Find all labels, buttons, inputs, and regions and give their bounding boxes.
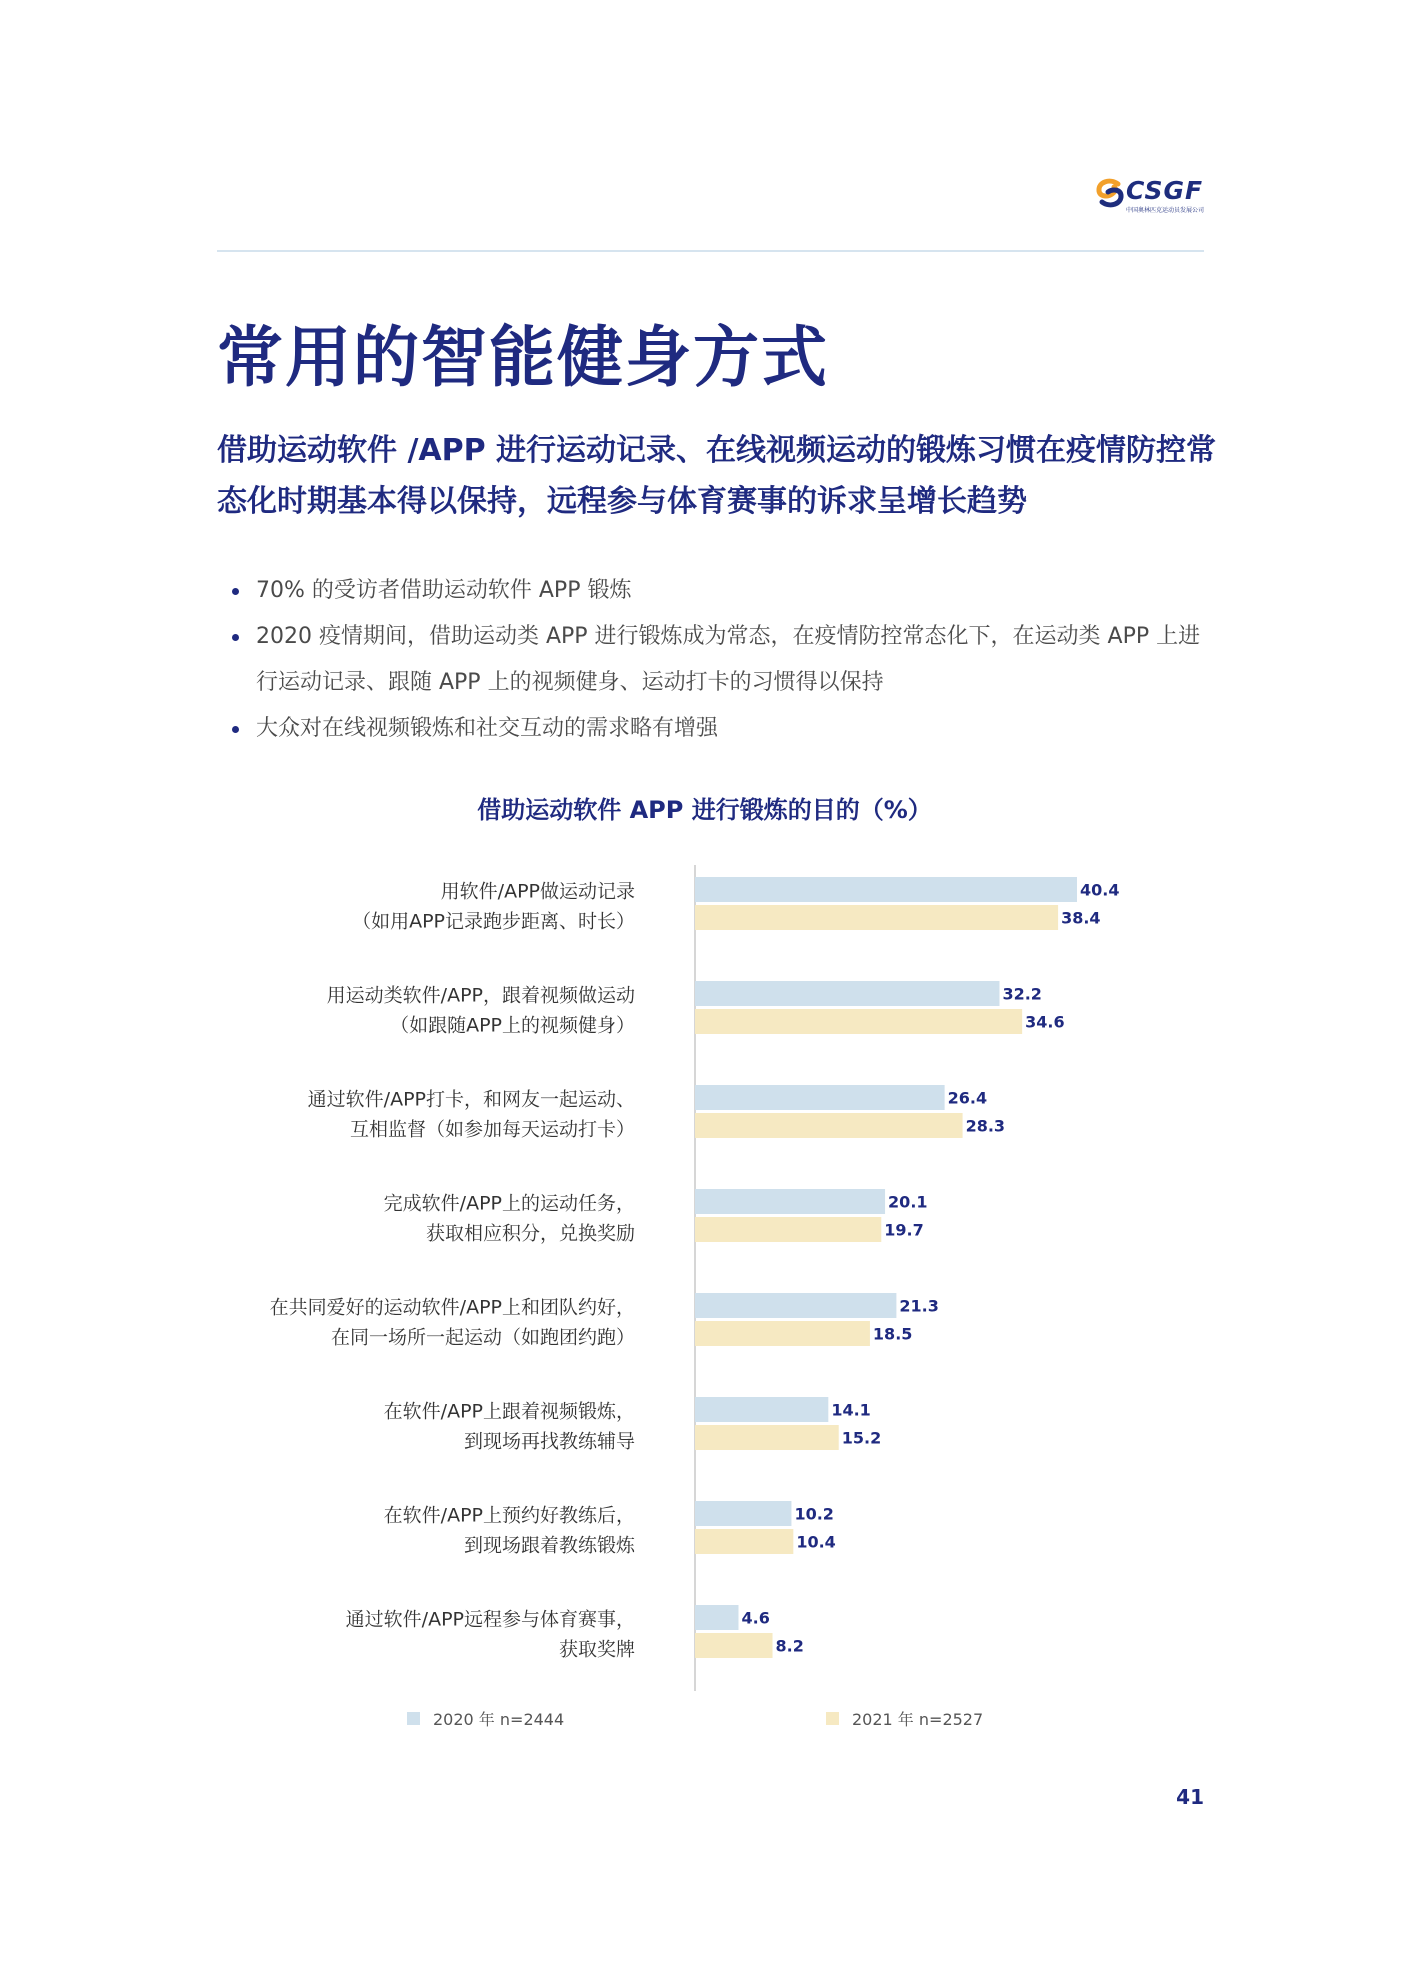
bar-2021	[695, 1009, 1022, 1034]
bar-value-label: 21.3	[899, 1296, 939, 1316]
bar-value-label: 26.4	[947, 1088, 988, 1108]
category-label: 完成软件/APP上的运动任务，	[383, 1192, 635, 1215]
logo-text: CSGF	[1126, 176, 1204, 205]
page-subtitle: 借助运动软件 /APP 进行运动记录、在线视频运动的锻炼习惯在疫情防控常态化时期基本得以保持，远程参与体育赛事的诉求呈增长趋势	[217, 433, 1217, 519]
bar-value-label: 38.4	[1061, 908, 1101, 928]
bar-2021	[695, 1529, 793, 1554]
bullet-item	[232, 614, 1222, 706]
bullet-item	[232, 568, 1222, 614]
bar-value-label: 32.2	[1002, 984, 1042, 1004]
csgf-logo	[1096, 176, 1205, 216]
bar-value-label: 10.2	[794, 1504, 834, 1524]
bar-2021	[695, 1633, 773, 1658]
bullet-dot-icon	[232, 726, 239, 733]
page-number: 41	[1176, 1785, 1204, 1809]
category-label: 互相监督（如参加每天运动打卡）	[349, 1118, 635, 1141]
bar-2020	[695, 1605, 738, 1630]
bar-2020	[695, 1189, 885, 1214]
category-label: 到现场跟着教练锻炼	[463, 1534, 635, 1557]
bar-value-label: 19.7	[884, 1220, 924, 1240]
bar-2021	[695, 905, 1058, 930]
header-divider	[217, 250, 1204, 252]
bar-2020	[695, 877, 1077, 902]
bullet-dot-icon	[232, 634, 239, 641]
bar-2020	[695, 1293, 896, 1318]
bar-2020	[695, 1501, 791, 1526]
category-label: （如用APP记录跑步距离、时长）	[352, 910, 635, 933]
bar-2021	[695, 1217, 881, 1242]
legend-label: 2021 年 n=2527	[852, 1710, 984, 1729]
legend-label: 2020 年 n=2444	[433, 1710, 565, 1729]
bar-2020	[695, 981, 999, 1006]
bar-value-label: 34.6	[1025, 1012, 1065, 1032]
bar-value-label: 15.2	[841, 1428, 882, 1448]
bar-2021	[695, 1113, 963, 1138]
category-label: 在共同爱好的运动软件/APP上和团队约好，	[269, 1296, 635, 1319]
category-label: 在软件/APP上预约好教练后，	[383, 1504, 635, 1527]
category-label: （如跟随APP上的视频健身）	[390, 1014, 635, 1037]
bar-2020	[695, 1397, 828, 1422]
category-label: 通过软件/APP打卡，和网友一起运动、	[307, 1088, 635, 1111]
page-title: 常用的智能健身方式	[217, 319, 829, 396]
bar-2021	[695, 1425, 839, 1450]
bar-value-label: 20.1	[888, 1192, 928, 1212]
category-label: 获取相应积分，兑换奖励	[425, 1222, 635, 1245]
bar-chart	[0, 840, 1409, 1760]
bar-value-label: 8.2	[775, 1636, 804, 1656]
category-label: 用软件/APP做运动记录	[440, 880, 635, 903]
category-label: 到现场再找教练辅导	[463, 1430, 635, 1453]
bullet-text: 70% 的受访者借助运动软件 APP 锻炼	[256, 578, 632, 603]
bar-value-label: 28.3	[965, 1116, 1006, 1136]
bar-value-label: 10.4	[796, 1532, 836, 1552]
legend-swatch	[407, 1712, 420, 1725]
category-label: 用运动类软件/APP，跟着视频做运动	[326, 984, 635, 1007]
bar-value-label: 18.5	[872, 1324, 913, 1344]
bullet-dot-icon	[232, 588, 239, 595]
bar-2021	[695, 1321, 870, 1346]
category-label: 通过软件/APP远程参与体育赛事，	[345, 1608, 635, 1631]
category-label: 在软件/APP上跟着视频锻炼，	[383, 1400, 635, 1423]
bullet-list	[232, 568, 1222, 752]
csgf-logo-mark-icon	[1096, 178, 1124, 208]
chart-title: 借助运动软件 APP 进行锻炼的目的（%）	[477, 796, 932, 824]
bar-value-label: 4.6	[741, 1608, 770, 1628]
bullet-text: 2020 疫情期间，借助运动类 APP 进行锻炼成为常态，在疫情防控常态化下，在运动类 APP 上进行运动记录、跟随 APP 上的视频健身、运动打卡的习惯得以保持	[256, 624, 1201, 695]
legend-swatch	[826, 1712, 839, 1725]
bar-value-label: 40.4	[1080, 880, 1120, 900]
bar-2020	[695, 1085, 945, 1110]
bullet-text: 大众对在线视频锻炼和社交互动的需求略有增强	[256, 716, 719, 741]
category-label: 获取奖牌	[558, 1638, 635, 1661]
bullet-item	[232, 706, 1222, 752]
category-label: 在同一场所一起运动（如跑团约跑）	[330, 1326, 635, 1349]
logo-subtitle: 中国奥林匹克运动员发展公司	[1126, 207, 1205, 214]
bar-value-label: 14.1	[831, 1400, 871, 1420]
